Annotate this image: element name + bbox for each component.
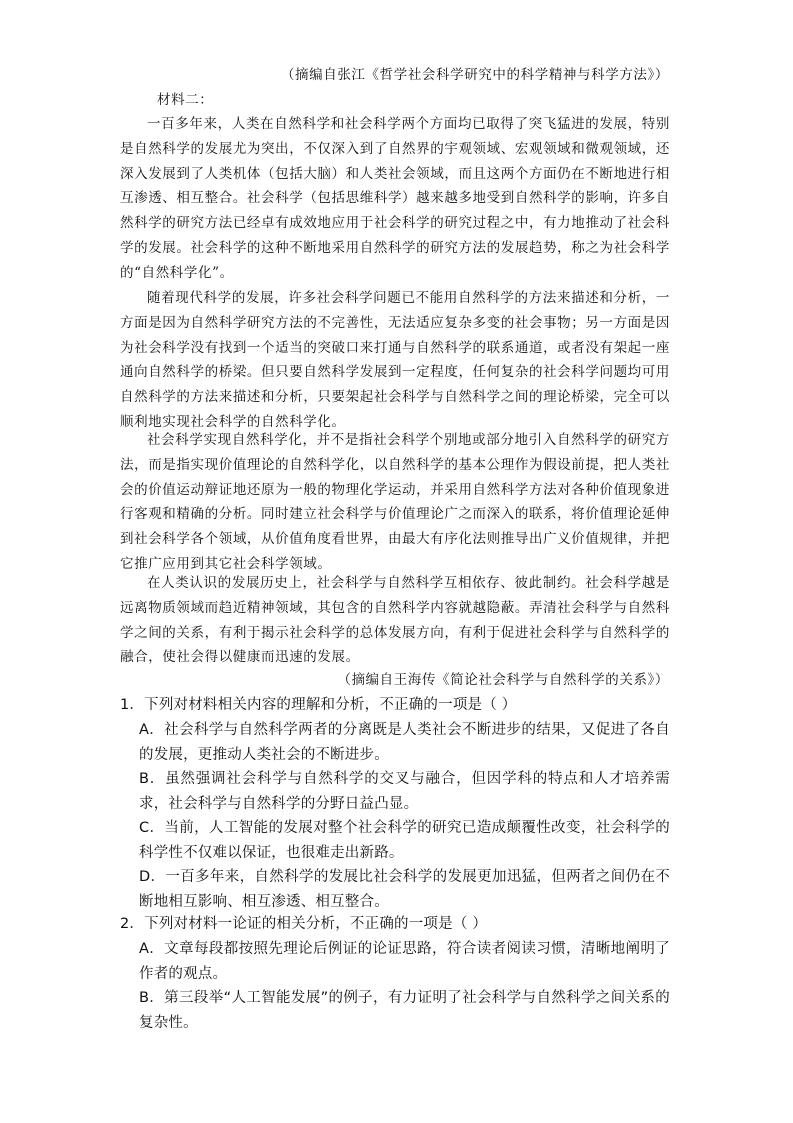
question-1-option-c: C．当前，人工智能的发展对整个社会科学的研究已造成颠覆性改变，社会科学的科学性不仅难以保证，也很难走出新路。 <box>139 820 670 861</box>
material2-heading: 材料二： <box>157 92 214 108</box>
question-1-option-b: B．虽然强调社会科学与自然科学的交叉与融合，但因学科的特点和人才培养需求，社会科学与自然科学的分野日益凸显。 <box>139 771 670 812</box>
question-2-option-b: B．第三段举“人工智能发展”的例子，有力证明了社会科学与自然科学之间关系的复杂性。 <box>139 990 670 1031</box>
question-1-option-a: A．社会科学与自然科学两者的分离既是人类社会不断进步的结果，又促进了各自的发展，更推动人类社会的不断进步。 <box>139 722 670 763</box>
material2-paragraph: 随着现代科学的发展，许多社会科学问题已不能用自然科学的方法来描述和分析，一方面是因为自然科学研究方法的不完善性，无法适应复杂多变的社会事物；另一方面是因为社会科学没有找到一个适当的突破口来打通与自然科学的联系通道，或者没有架起一座通向自然科学的桥梁。但只要自然科学发展到一定程度，任何复杂的社会科学问题均可用自然科学的方法来描述和分析，只要架起社会科学与自然科学之间的理论桥梁，完全可以顺利地实现社会科学的自然科学化。 <box>120 290 670 430</box>
material2-paragraph: 在人类认识的发展历史上，社会科学与自然科学互相依存、彼此制约。社会科学越是远离物质领域而趋近精神领域，其包含的自然科学内容就越隐蔽。弄清社会科学与自然科学之间的关系，有利于揭示社会科学的总体发展方向，有利于促进社会科学与自然科学的融合，使社会得以健康而迅速的发展。 <box>120 575 670 666</box>
material2-source: （摘编自王海传《简论社会科学与自然科学的关系》） <box>337 672 669 688</box>
material2-paragraph: 社会科学实现自然科学化，并不是指社会科学个别地或部分地引入自然科学的研究方法，而是指实现价值理论的自然科学化，以自然科学的基本公理作为假设前提，把人类社会的价值运动辩证地还原为一般的物理化学运动，并采用自然科学方法对各种价值现象进行客观和精确的分析。同时建立社会科学与价值理论广之而深入的联系，将价值理论延伸到社会科学各个领域，从价值角度看世界，由最大有序化法则推导出广义价值规律，并把它推广应用到其它社会科学领域。 <box>120 432 670 572</box>
question-2-stem: 2．下列对材料一论证的相关分析，不正确的一项是（ ） <box>120 916 488 932</box>
material2-paragraph: 一百多年来，人类在自然科学和社会科学两个方面均已取得了突飞猛进的发展，特别是自然科学的发展尤为突出，不仅深入到了自然界的宇观领域、宏观领域和微观领域，还深入发展到了人类机体（包括大脑）和人类社会领域，而且这两个方面仍在不断地进行相互渗透、相互整合。社会科学（包括思维科学）越来越多地受到自然科学的影响，许多自然科学的研究方法已经卓有成效地应用于社会科学的研究过程之中，有力地推动了社会科学的发展。社会科学的这种不断地采用自然科学的研究方法的发展趋势，称之为社会科学的“自然科学化”。 <box>120 116 670 281</box>
question-1-option-d: D．一百多年来，自然科学的发展比社会科学的发展更加迅猛，但两者之间仍在不断地相互影响、相互渗透、相互整合。 <box>139 869 670 910</box>
question-1-stem: 1．下列对材料相关内容的理解和分析，不正确的一项是（ ） <box>120 697 517 713</box>
question-2-option-a: A．文章每段都按照先理论后例证的论证思路，符合读者阅读习惯，清晰地阐明了作者的观点。 <box>139 941 670 982</box>
material1-source: （摘编自张江《哲学社会科学研究中的科学精神与科学方法》） <box>280 67 669 83</box>
